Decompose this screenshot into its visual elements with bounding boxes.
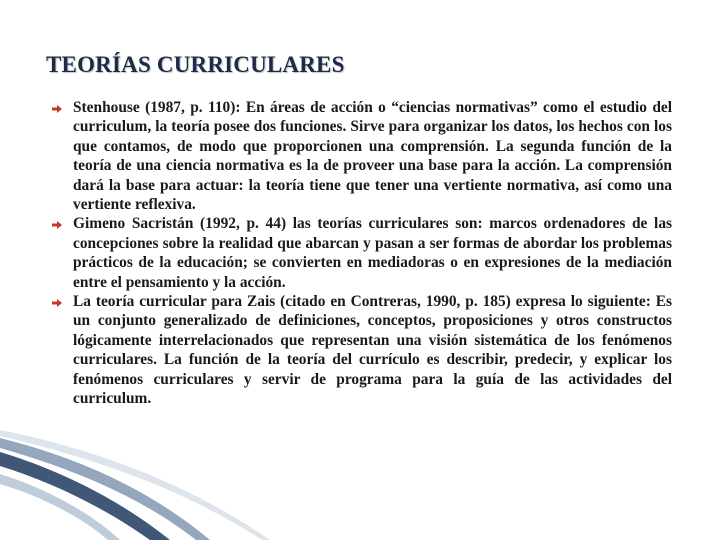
bullet-text: Gimeno Sacristán (1992, p. 44) las teorías curriculares son: marcos ordenadores de las concepciones sobre la realidad que abarcan y pasan a ser formas de abordar los problemas prácticos de la educación; se convierten en mediadoras o en expresiones de la mediación entre el pensamiento y la acción. <box>73 215 672 291</box>
bullet-text: Stenhouse (1987, p. 110): En áreas de acción o “ciencias normativas” como el estudio del curriculum, la teoría posee dos funciones. Sirve para organizar los datos, los hechos con los que contamos, de modo que proporcionen una comprensión. La segunda función de la teoría de una ciencia normativa es la de proveer una base para la acción. La comprensión dará la base para actuar: la teoría tiene que tener una vertiente normativa, así como una vertiente reflexiva. <box>73 99 672 214</box>
arrow-right-icon <box>52 105 62 113</box>
arrow-right-icon <box>52 221 62 229</box>
bullet-item-zais <box>52 292 672 408</box>
bullet-text: La teoría curricular para Zais (citado en Contreras, 1990, p. 185) expresa lo siguiente: Es un conjunto generalizado de definiciones, conceptos, proposiciones y otros constructos lógicamente interrelacionados que representan una visión sistemática de los fenómenos curriculares. La función de la teoría del currículo es describir, predecir, y explicar los fenómenos curriculares y servir de programa para la guía de las actividades del curriculum. <box>73 293 672 408</box>
slide-title: TEORÍAS CURRICULARES <box>46 52 345 77</box>
corner-swoosh-decoration <box>0 430 340 540</box>
bullet-item-gimeno-sacristan <box>52 214 672 292</box>
bullet-item-stenhouse <box>52 98 672 214</box>
bullet-list <box>52 98 672 409</box>
arrow-right-icon <box>52 299 62 307</box>
